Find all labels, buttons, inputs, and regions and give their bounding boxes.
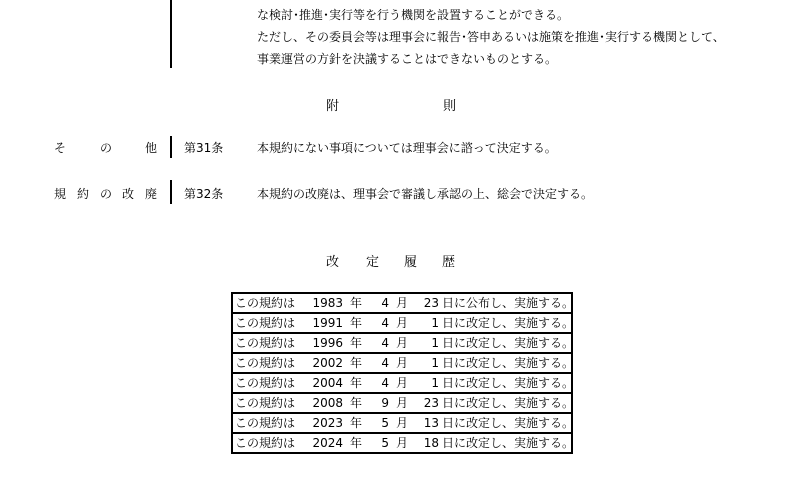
revision-suffix: 日に改定し、実施する。 [442, 436, 575, 450]
revision-row [232, 373, 572, 393]
revision-suffix: 日に公布し、実施する。 [442, 296, 575, 310]
revision-year-unit: 年 [350, 376, 363, 390]
revision-prefix: この規約は [235, 356, 296, 370]
revision-month-unit: 月 [396, 316, 409, 330]
revision-row [232, 413, 572, 433]
revision-year: 1983 [312, 296, 343, 310]
article-divider-31 [170, 136, 172, 158]
revision-title-char: 歴 [442, 255, 456, 270]
revision-day: 1 [431, 336, 439, 350]
revision-prefix: この規約は [235, 316, 296, 330]
revision-month-unit: 月 [396, 376, 409, 390]
revision-month: 4 [381, 336, 389, 350]
continuation-line-3: 事業運営の方針を決議することはできないものとする。 [257, 52, 558, 66]
revision-title-char: 履 [404, 255, 418, 270]
revision-day: 1 [431, 376, 439, 390]
revision-month: 5 [381, 436, 389, 450]
revision-year: 2002 [312, 356, 343, 370]
revision-year-unit: 年 [350, 336, 363, 350]
article-31-title-char: そ [54, 141, 67, 155]
article-32-title-char: の [100, 187, 113, 201]
revision-cell [232, 313, 575, 333]
revision-cell [232, 353, 575, 373]
revision-month: 4 [381, 376, 389, 390]
article-divider-32 [170, 180, 172, 204]
revision-month-unit: 月 [396, 436, 409, 450]
revision-cell [232, 393, 575, 413]
revision-day: 1 [431, 316, 439, 330]
revision-month-unit: 月 [396, 416, 409, 430]
revision-year: 2023 [312, 416, 343, 430]
revision-day: 23 [423, 396, 439, 410]
article-32-title-char: 改 [122, 187, 135, 201]
revision-month-unit: 月 [396, 356, 409, 370]
revision-year: 2004 [312, 376, 343, 390]
supplementary-heading-char-2: 則 [443, 99, 457, 114]
revision-month: 4 [381, 296, 389, 310]
revision-row [232, 293, 572, 313]
revision-row [232, 333, 572, 353]
revision-title-char: 定 [366, 255, 380, 270]
article-32-title-char: 規 [54, 187, 67, 201]
revision-year-unit: 年 [350, 356, 363, 370]
revision-year: 2024 [312, 436, 343, 450]
article-31-number: 第31条 [184, 141, 224, 155]
revision-year-unit: 年 [350, 416, 363, 430]
article-32-title-char: 廃 [145, 187, 158, 201]
revision-cell [232, 433, 575, 453]
article-32-text: 本規約の改廃は、理事会で審議し承認の上、総会で決定する。 [257, 187, 594, 201]
revision-cell [232, 333, 575, 353]
article-31-title-char: の [100, 141, 113, 155]
revision-month: 4 [381, 316, 389, 330]
continuation-line-2: ただし、その委員会等は理事会に報告･答申あるいは施策を推進･実行する機関として、 [257, 30, 725, 44]
revision-prefix: この規約は [235, 336, 296, 350]
revision-row [232, 353, 572, 373]
revision-year: 2008 [312, 396, 343, 410]
revision-day: 23 [423, 296, 439, 310]
revision-suffix: 日に改定し、実施する。 [442, 416, 575, 430]
revision-month: 4 [381, 356, 389, 370]
revision-year-unit: 年 [350, 396, 363, 410]
article-31-text: 本規約にない事項については理事会に諮って決定する。 [257, 141, 557, 155]
revision-year-unit: 年 [350, 296, 363, 310]
revision-prefix: この規約は [235, 416, 296, 430]
revision-day: 18 [423, 436, 439, 450]
revision-month-unit: 月 [396, 296, 409, 310]
revision-month-unit: 月 [396, 396, 409, 410]
revision-title-char: 改 [326, 255, 340, 270]
revision-row [232, 433, 572, 453]
revision-row [232, 393, 572, 413]
revision-prefix: この規約は [235, 396, 296, 410]
revision-month-unit: 月 [396, 336, 409, 350]
article-31-title-char: 他 [145, 141, 158, 155]
revision-row [232, 313, 572, 333]
revision-day: 1 [431, 356, 439, 370]
revision-suffix: 日に改定し、実施する。 [442, 356, 575, 370]
revision-prefix: この規約は [235, 296, 296, 310]
revision-prefix: この規約は [235, 376, 296, 390]
revision-history-body [232, 293, 575, 453]
revision-year-unit: 年 [350, 316, 363, 330]
revision-suffix: 日に改定し、実施する。 [442, 396, 575, 410]
revision-suffix: 日に改定し、実施する。 [442, 316, 575, 330]
revision-cell [232, 293, 575, 313]
revision-day: 13 [423, 416, 439, 430]
revision-year-unit: 年 [350, 436, 363, 450]
revision-cell [232, 373, 575, 393]
article-divider-top [170, 0, 172, 68]
revision-history-table [231, 292, 573, 454]
revision-suffix: 日に改定し、実施する。 [442, 376, 575, 390]
article-32-number: 第32条 [184, 187, 224, 201]
revision-cell [232, 413, 575, 433]
supplementary-heading-char-1: 附 [326, 99, 340, 114]
revision-year: 1991 [312, 316, 343, 330]
revision-year: 1996 [312, 336, 343, 350]
revision-suffix: 日に改定し、実施する。 [442, 336, 575, 350]
continuation-line-1: な検討･推進･実行等を行う機関を設置することができる。 [257, 8, 570, 22]
revision-month: 5 [381, 416, 389, 430]
revision-prefix: この規約は [235, 436, 296, 450]
revision-month: 9 [381, 396, 389, 410]
article-32-title-char: 約 [77, 187, 90, 201]
